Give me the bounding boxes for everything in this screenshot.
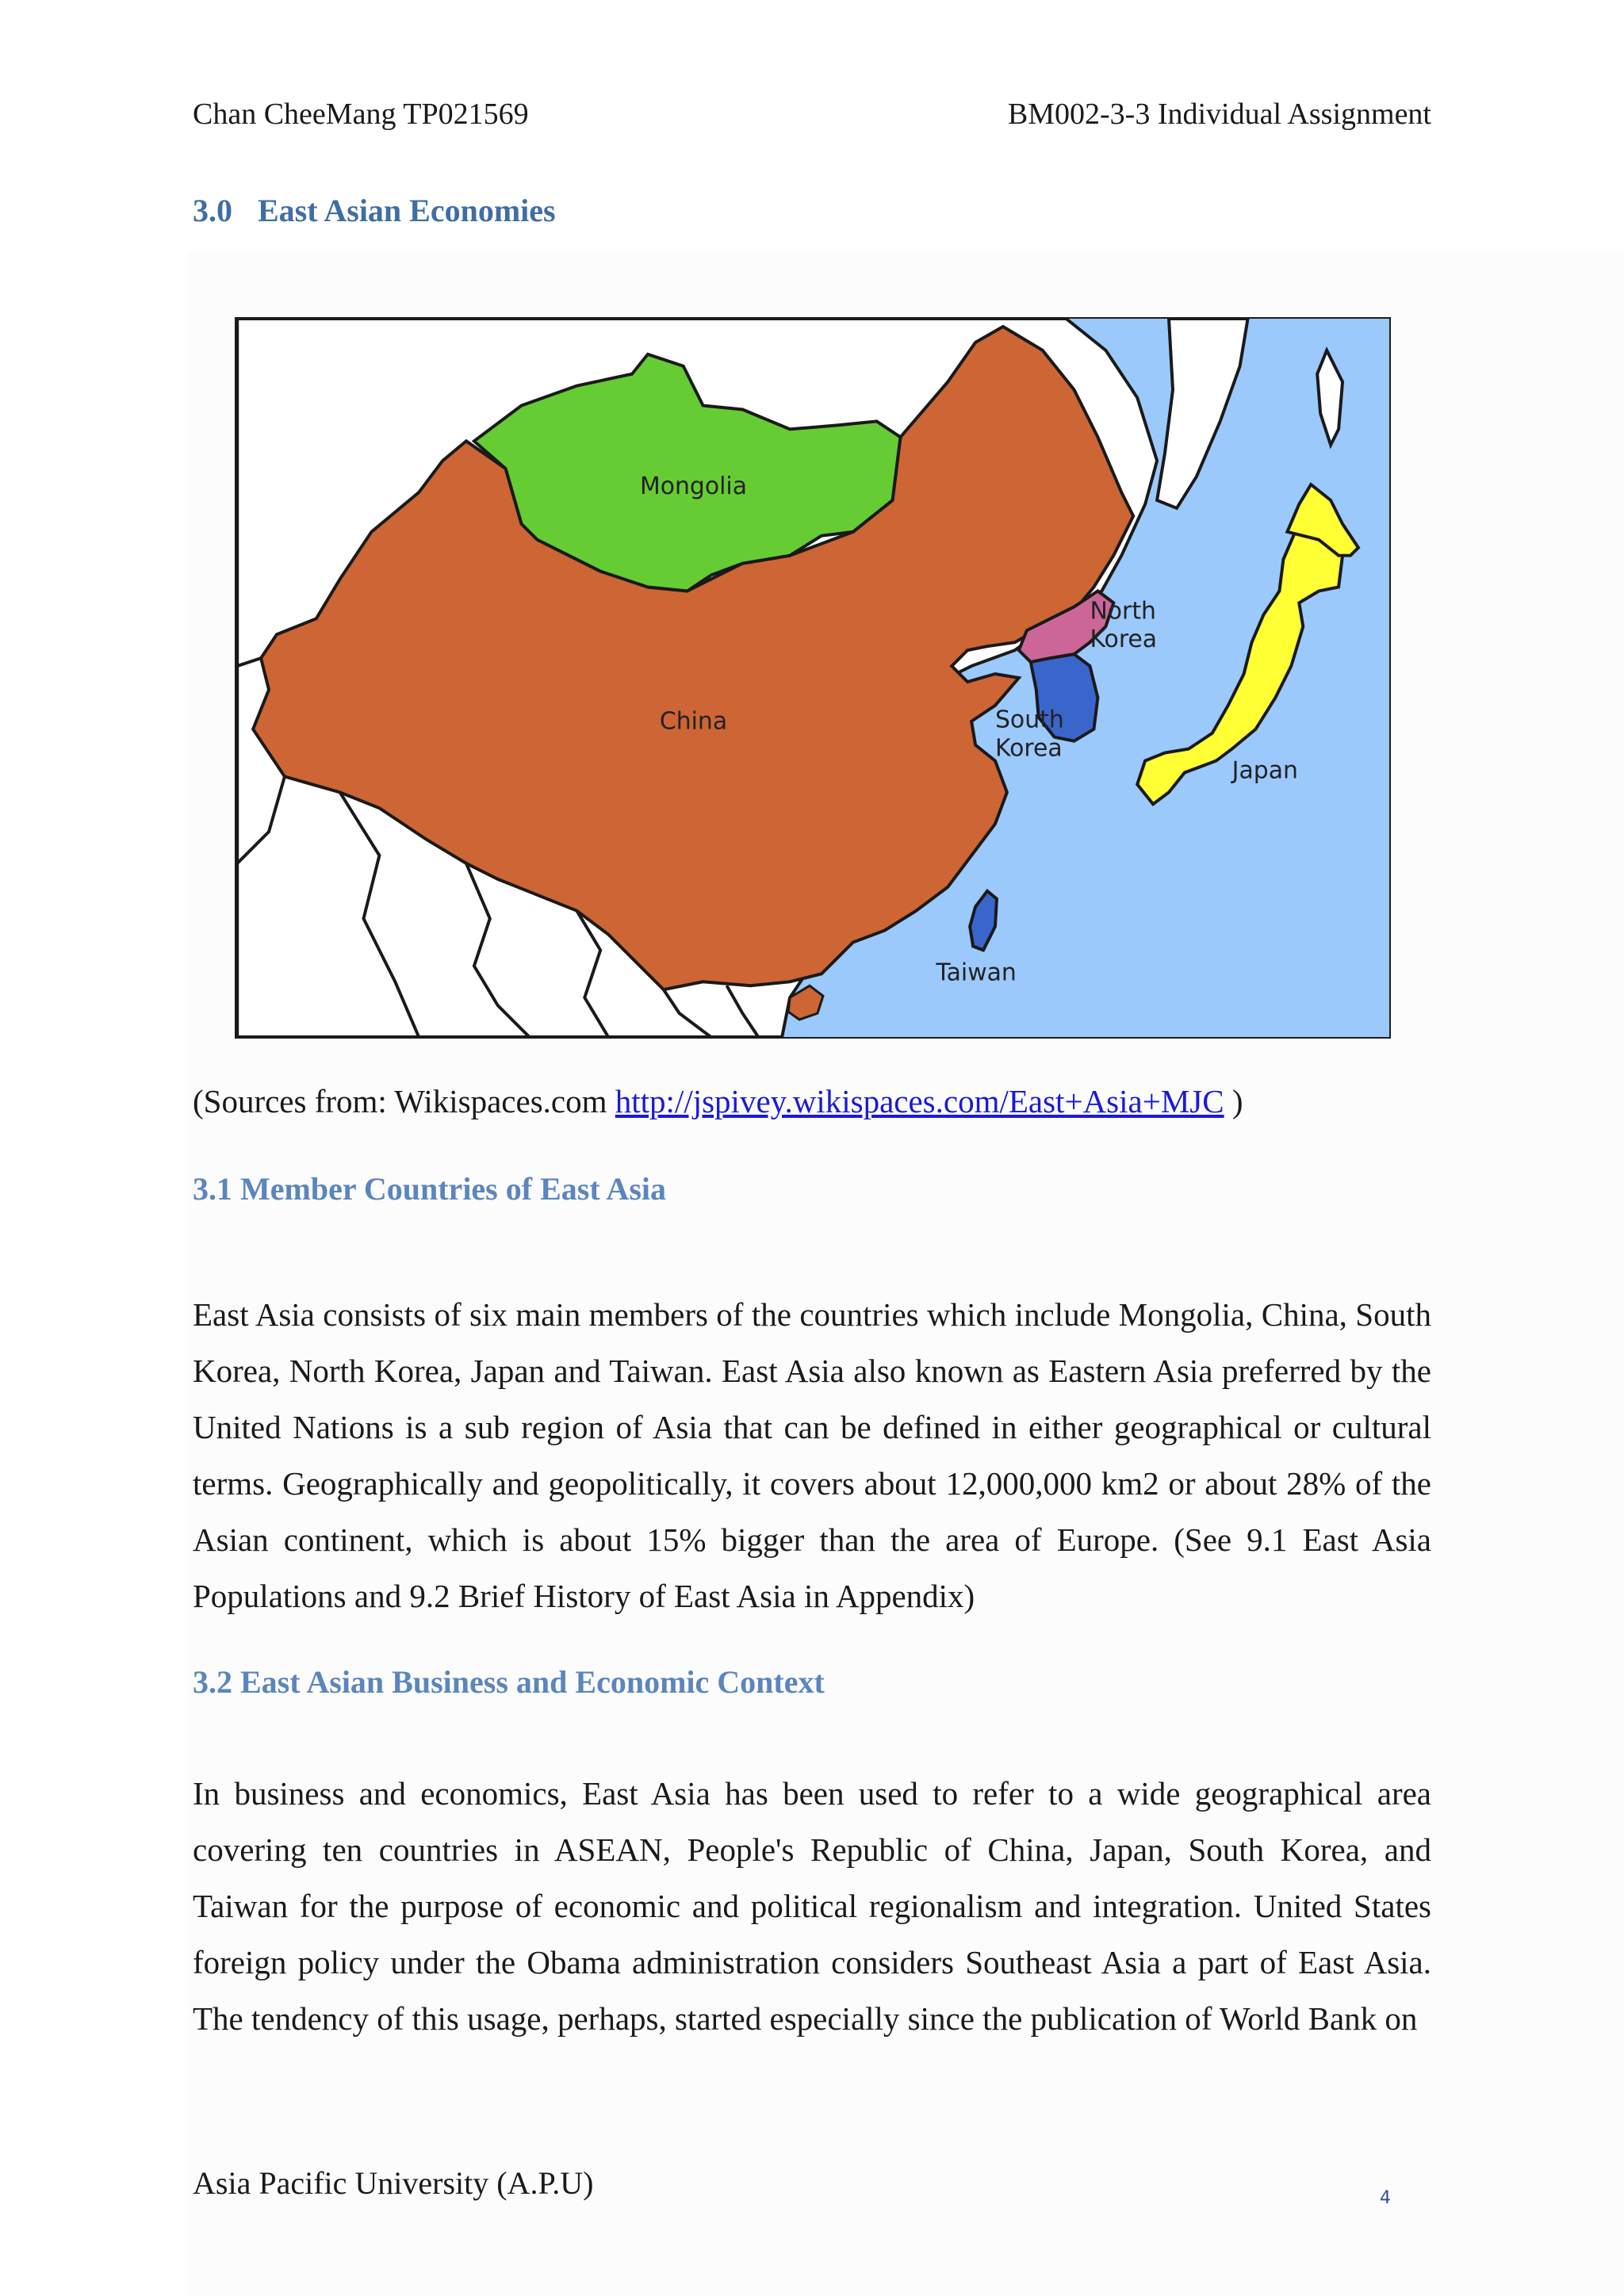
header-author: Chan CheeMang TP021569 xyxy=(193,98,529,131)
map-source-caption xyxy=(193,1081,1243,1121)
footer-page-number: 4 xyxy=(1380,2188,1391,2208)
caption-suffix: ) xyxy=(1231,1083,1243,1119)
footer-institution: Asia Pacific University (A.P.U) xyxy=(193,2165,594,2201)
section-3-0-number: 3.0 xyxy=(193,193,232,228)
map-label-north-korea-2: Korea xyxy=(1090,626,1158,654)
map-label-south-korea-2: Korea xyxy=(994,734,1063,763)
section-3-0-heading xyxy=(193,192,556,230)
map-label-china: China xyxy=(659,707,728,736)
map-label-japan: Japan xyxy=(1231,756,1298,785)
section-3-2-heading: 3.2 East Asian Business and Economic Context xyxy=(193,1664,825,1700)
header-assignment: BM002-3-3 Individual Assignment xyxy=(1007,98,1431,131)
source-link[interactable]: http://jspivey.wikispaces.com/East+Asia+MJC xyxy=(615,1083,1224,1119)
east-asia-map xyxy=(235,317,1391,1039)
section-3-1-heading: 3.1 Member Countries of East Asia xyxy=(193,1171,666,1207)
section-3-2-body: In business and economics, East Asia has been used to refer to a wide geographical area covering ten countries in ASEAN, People's Republic of China, Japan, South Korea, and Taiwan for the purpose of economic and political regionalism and integration. United States foreign policy under the Obama administration considers Southeast Asia a part of East Asia. The tendency of this usage, perhaps, started especially since the publication of World Bank on xyxy=(193,1775,1431,2037)
map-label-taiwan: Taiwan xyxy=(936,959,1017,987)
caption-prefix: (Sources from: Wikispaces.com xyxy=(193,1083,607,1119)
map-label-mongolia: Mongolia xyxy=(639,473,748,501)
section-3-1-body: East Asia consists of six main members of the countries which include Mongolia, China, South Korea, North Korea, Japan and Taiwan. East Asia also known as Eastern Asia preferred by the United Nations is a sub region of Asia that can be defined in either geographical or cultural terms. Geographically and geopolitically, it covers about 12,000,000 km2 or about 28% of the Asian continent, which is about 15% bigger than the area of Europe. (See 9.1 East Asia Populations and 9.2 Brief History of East Asia in Appendix) xyxy=(193,1296,1431,1614)
section-3-0-title: East Asian Economies xyxy=(258,193,556,228)
map-label-north-korea-1: North xyxy=(1090,597,1156,626)
map-label-south-korea-1: South xyxy=(994,706,1064,734)
